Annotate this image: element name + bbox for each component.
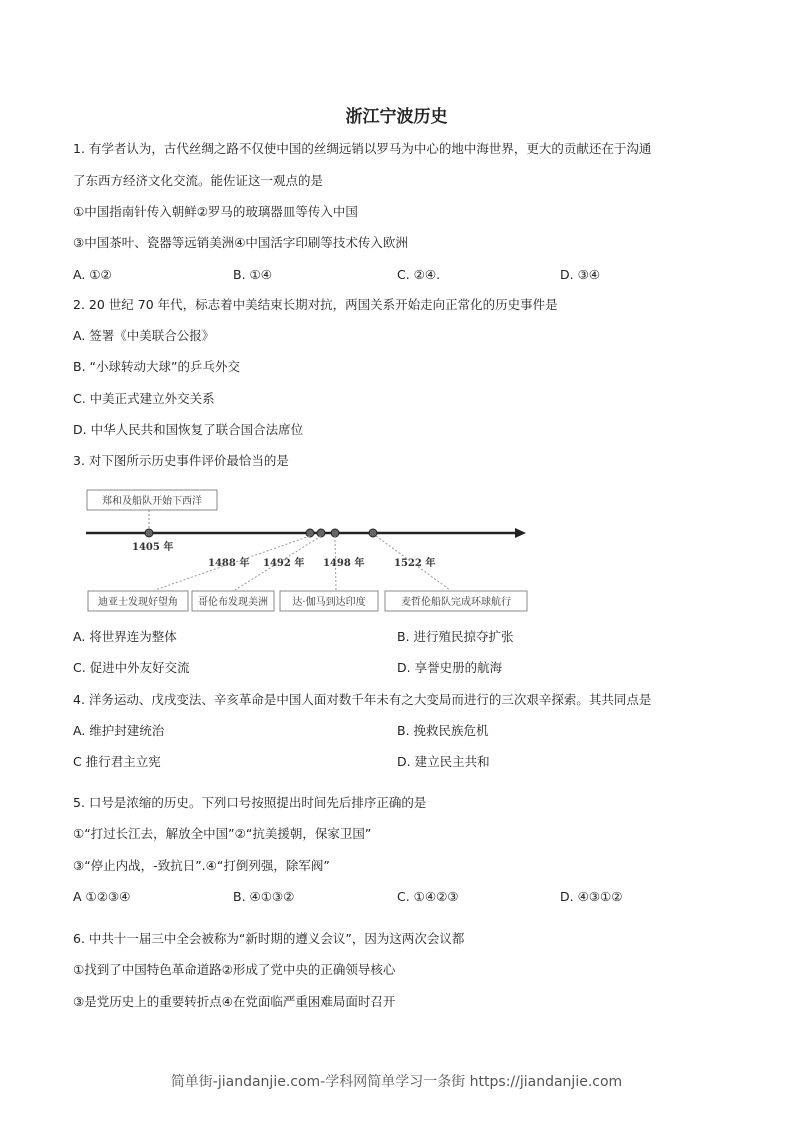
event-label: 达·伽马到达印度 (292, 597, 366, 608)
year-label: 1498 年 (323, 558, 365, 569)
q1-stem: 1. 有学者认为，古代丝绸之路不仅使中国的丝绸远销以罗马为中心的地中海世界，更大的贡献还在于沟通 (73, 141, 652, 156)
q4-option-b: B. 挽救民族危机 (397, 723, 489, 738)
year-label: 1405 年 (132, 542, 174, 553)
year-label: 1522 年 (394, 558, 436, 569)
q3-option-b: B. 进行殖民掠夺扩张 (397, 629, 514, 644)
q5-option-d: D. ④③①② (560, 889, 623, 904)
q4-option-a: A. 维护封建统治 (73, 723, 165, 738)
event-label: 迪亚士发现好望角 (98, 597, 178, 608)
q5-option-b: B. ④①③② (233, 889, 295, 904)
q1-option-d: D. ③④ (560, 267, 600, 282)
q2-option-c: C. 中美正式建立外交关系 (73, 391, 215, 406)
q2-option-d: D. 中华人民共和国恢复了联合国合法席位 (73, 422, 304, 437)
q6-item: ③是党历史上的重要转折点④在党面临严重困难局面时召开 (73, 994, 396, 1009)
q3-option-d: D. 享誉史册的航海 (397, 660, 503, 675)
q3-option-a: A. 将世界连为整体 (73, 629, 177, 644)
event-label: 郑和及船队开始下西洋 (102, 496, 202, 507)
q4-stem: 4. 洋务运动、戊戌变法、辛亥革命是中国人面对数千年未有之大变局而进行的三次艰辛探索。其共同点是 (73, 692, 652, 707)
year-label: 1488 年 (208, 558, 250, 569)
q1-option-c: C. ②④. (397, 267, 441, 282)
q5-option-c: C. ①④②③ (397, 889, 459, 904)
q2-option-a: A. 签署《中美联合公报》 (73, 328, 215, 343)
q6-stem: 6. 中共十一届三中全会被称为“新时期的遵义会议”，因为这两次会议都 (73, 931, 465, 946)
q1-item: ①中国指南针传入朝鲜②罗马的玻璃器皿等传入中国 (73, 204, 358, 219)
q3-stem: 3. 对下图所示历史事件评价最恰当的是 (73, 453, 289, 468)
q5-option-a: A ①②③④ (73, 889, 131, 904)
q2-stem: 2. 20 世纪 70 年代，标志着中美结束长期对抗，两国关系开始走向正常化的历史事件是 (73, 297, 558, 312)
q2-option-b: B. “小球转动大球”的乒乓外交 (73, 359, 240, 374)
q5-item: ①“打过长江去，解放全中国”②“抗美援朝，保家卫国” (73, 826, 372, 841)
q1-item: ③中国茶叶、瓷器等远销美洲④中国活字印刷等技术传入欧洲 (73, 235, 408, 250)
q5-item: ③“停止内战，-致抗日”.④“打倒列强，除军阀” (73, 858, 330, 873)
page-title: 浙江宁波历史 (345, 107, 448, 127)
year-label: 1492 年 (263, 558, 305, 569)
q1-option-b: B. ①④ (233, 267, 272, 282)
event-label: 哥伦布发现美洲 (198, 597, 268, 608)
footer-watermark: 简单街-jiandanjie.com-学科网简单学习一条街 https://jiandanjie.com (170, 1074, 623, 1090)
q1-stem-cont: 了东西方经济文化交流。能佐证这一观点的是 (73, 173, 324, 188)
timeline-diagram (80, 480, 540, 620)
q3-option-c: C. 促进中外友好交流 (73, 660, 190, 675)
q1-option-a: A. ①② (73, 267, 112, 282)
q5-stem: 5. 口号是浓缩的历史。下列口号按照提出时间先后排序正确的是 (73, 795, 427, 810)
q4-option-d: D. 建立民主共和 (397, 754, 490, 769)
q4-option-c: C 推行君主立宪 (73, 754, 161, 769)
q6-item: ①找到了中国特色革命道路②形成了党中央的正确领导核心 (73, 962, 396, 977)
event-label: 麦哲伦船队完成环球航行 (401, 597, 511, 608)
arrow-icon (515, 528, 526, 538)
